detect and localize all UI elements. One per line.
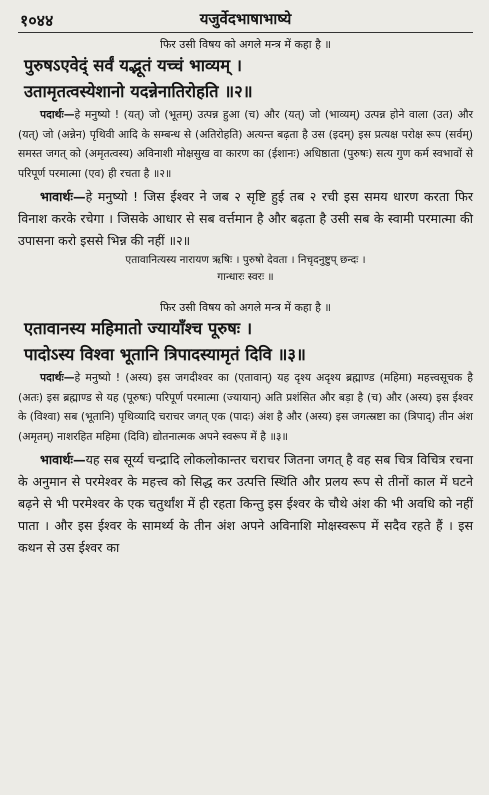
padartha-label: पदार्थः—	[40, 108, 75, 121]
bhavartha-text: हे मनुष्यो ! जिस ईश्वर ने जब २ सृष्टि हुई तब २ रची इस समय धारण करता फिर विनाश करके रचेगा । जिसके आधार से सब वर्त्तमान है और बढ़ता है उसी सब के स्वामी परमात्मा की उपासना करो इससे भिन्न की नहीं ॥२॥	[18, 188, 473, 248]
mantra-3-line-2: पादोऽस्य विश्वा भूतानि त्रिपादस्यामृतं दिवि ॥३॥	[24, 344, 306, 364]
bhavartha-paragraph-3	[18, 449, 473, 559]
mantra-2-line-1: पुरुषऽएवेद्ं सर्वं यद्भूतं यच्चं भाव्यम् ।	[24, 56, 243, 75]
padartha-text: हे मनुष्यो ! (यत्) जो (भूतम्) उत्पन्न हुआ (च) और (यत्) जो (भाव्यम्) उत्पन्न होने वाला (उत) और (यत्) जो (अन्नेन) पृथिवी आदि के सम्बन्ध से (अतिरोहति) अत्यन्त बढ़ता है उस (इदम्) इस प्रत्यक्ष परोक्ष रूप (सर्वम्) समस्त जगत् को (अमृतत्वस्य) अविनाशी मोक्षसुख वा कारण का (ईशानः) अधिष्ठाता (पुरुषः) सत्य गुण कर्म स्वभावों से परिपूर्ण परमात्मा (एव) ही रचता है ॥२॥	[18, 108, 473, 181]
page-number: १०४४	[20, 11, 54, 30]
bhavartha-text: यह सब सूर्य्य चन्द्रादि लोकलोकान्तर चराचर जितना जगत् है वह सब चित्र विचित्र रचना के अनुमान से परमेश्वर के महत्त्व को सिद्ध कर उत्पत्ति स्थिति और प्रलय रूप से तीनों काल में घटने बढ़ने से भी परमेश्वर के एक चतुर्थांश में ही रहता किन्तु इस ईश्वर के चौथे अंश की भी अवधि को नहीं पाता । और इस ईश्वर के सामर्थ्य के तीन अंश अपने अविनाशि मोक्षस्वरूप में सदैव रहते हैं । इस कथन से उस ईश्वर का	[18, 451, 473, 555]
bhavartha-label: भावार्थः—	[40, 188, 86, 204]
mantra-2-line-2: उतामृतत्वस्येशानो यदन्नेनातिरोहति ॥२॥	[24, 82, 253, 101]
padartha-text: हे मनुष्यो ! (अस्य) इस जगदीश्वर का (एतावान्) यह दृश्य अदृश्य ब्रह्माण्ड (महिमा) महत्त्वसूचक है (अतः) इस ब्रह्माण्ड से यह (पूरुषः) परिपूर्ण परमात्मा (ज्यायान्) अति प्रशंसित और बड़ा है (च) और (अस्य) इस ईश्वर के (विश्वा) सब (भूतानि) पृथिव्यादि चराचर जगत् एक (पादः) अंश है और (अस्य) इस जगत्स्रष्टा का (त्रिपाद्) तीन अंश (अमृतम्) नाशरहित महिमा (दिवि) द्योतनात्मक अपने स्वरूप में है ॥३॥	[18, 370, 473, 443]
running-title: यजुर्वेदभाषाभाष्ये	[199, 10, 292, 28]
padartha-paragraph-2	[18, 105, 473, 184]
page-header	[18, 6, 473, 33]
bhavartha-label: भावार्थः—	[40, 451, 86, 467]
padartha-label: पदार्थः—	[40, 370, 75, 384]
mantra-3-line-1: एतावानस्य महिमातो ज्यायाँश्च पूरुषः ।	[24, 318, 253, 338]
rishi-devata-line: एतावानित्यस्य नारायण ऋषिः । पुरुषो देवता । निचृदनुष्टुप् छन्दः ।	[125, 253, 366, 266]
intro-line-1: फिर उसी विषय को अगले मन्त्र में कहा है ॥	[159, 38, 332, 51]
bhavartha-paragraph-2	[18, 186, 473, 252]
svara-line: गान्धारः स्वरः ॥	[217, 270, 274, 283]
padartha-paragraph-3	[18, 368, 473, 447]
intro-line-2: फिर उसी विषय को अगले मन्त्र में कहा है ॥	[159, 300, 332, 314]
